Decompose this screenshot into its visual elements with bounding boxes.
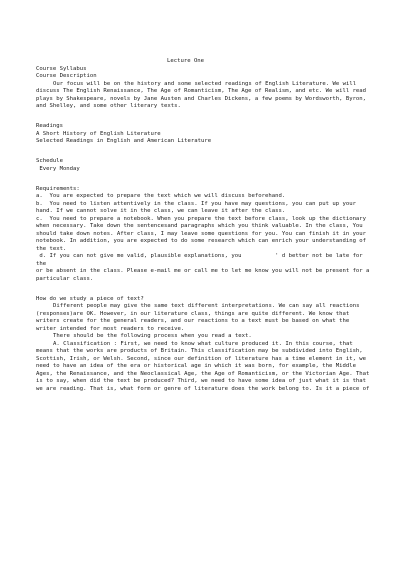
readings-item: Selected Readings in English and American Literature (36, 138, 212, 144)
body-line: means that the works are products of Britain. This classification may be subdivided into English, (36, 348, 363, 354)
requirement-line: should take down notes. After class, I may leave some questions for you. You can finish it in your (36, 230, 367, 237)
body-line: Different people may give the same text different interpretations. We can say all reactions (53, 303, 360, 309)
requirement-line: b. You need to listen attentively in the class. If you have may questions, you can put up your (36, 200, 356, 207)
description-line: Our focus will be on the history and some selected readings of English Literature. We will (53, 80, 357, 87)
body-line: (responses)are OK. However, in our literature class, things are quite different. We know that (36, 310, 350, 317)
requirement-line: c. You need to prepare a notebook. When you prepare the text before class, look up the dictionary (36, 215, 367, 222)
readings-heading: Readings (36, 123, 63, 129)
body-line: A. Classification : First, we need to know what culture produced it. In this course, that (53, 340, 353, 347)
schedule-heading: Schedule (36, 158, 63, 164)
body-line: is to say, when did the text be produced? Third, we need to have some idea of just what it is that (36, 378, 367, 384)
requirement-line: when necessary. Take down the sentencesand paragraphs which you think valuable. In the class, You (36, 223, 363, 229)
body-line: we are reading. That is, what form or genre of literature does the work belong to. Is it a piece of (36, 385, 370, 392)
requirement-line: hand. If we cannot solve it in the class, we can leave it after the class. (36, 208, 286, 214)
question-heading: How do we study a piece of text? (36, 295, 144, 302)
schedule-value: Every Monday (36, 165, 80, 172)
requirement-line: or be absent in the class. Please e-mail me or call me to let me know you will not be present for a (36, 268, 370, 274)
requirement-line: notebook. In addition, you are expected to do some research which can enrich your understanding of (36, 238, 367, 244)
body-line: writer intended for most readers to receive. (36, 325, 185, 332)
requirement-line: d. If you can not give me valid, plausible explanations, you ' d better not be late for (36, 253, 363, 259)
description-heading: Course Description (36, 73, 97, 79)
body-line: need to have an idea of the era or historical age in which it was born, for example, the Middle (36, 363, 356, 369)
requirement-line: the (36, 260, 47, 267)
description-line: discuss The English Renaissance, The Age of Romanticism, The Age of Realism, and etc. We will read (36, 88, 367, 94)
description-line: plays by Shakespeare, novels by Jane Austen and Charles Dickens, a few poems by Wordsworth, Byron, (36, 95, 367, 102)
body-line: writers create for the general readers, and our reactions to a text must be based on what the (36, 318, 350, 324)
description-line: and Shelley, and some other literary texts. (36, 103, 181, 109)
requirement-line: the text. (36, 245, 67, 252)
requirement-line: particular class. (36, 275, 94, 282)
requirements-heading: Requirements: (36, 185, 80, 192)
syllabus-heading: Course Syllabus (36, 65, 87, 72)
body-line: Ages, the Renaissance, and the Neoclassical Age, the Age of Romanticism, or the Victorian Age. That (36, 370, 370, 377)
readings-item: A Short History of English Literature (36, 130, 161, 137)
body-line: Scottish, Irish, or Welsh. Second, since our definition of literature has a time element in it, we (36, 355, 367, 362)
lecture-title: Lecture One (167, 58, 205, 64)
requirement-line: a. You are expected to prepare the text which we will discuss beforehand. (36, 193, 286, 199)
body-line: There should be the following process when you read a text. (53, 333, 252, 339)
